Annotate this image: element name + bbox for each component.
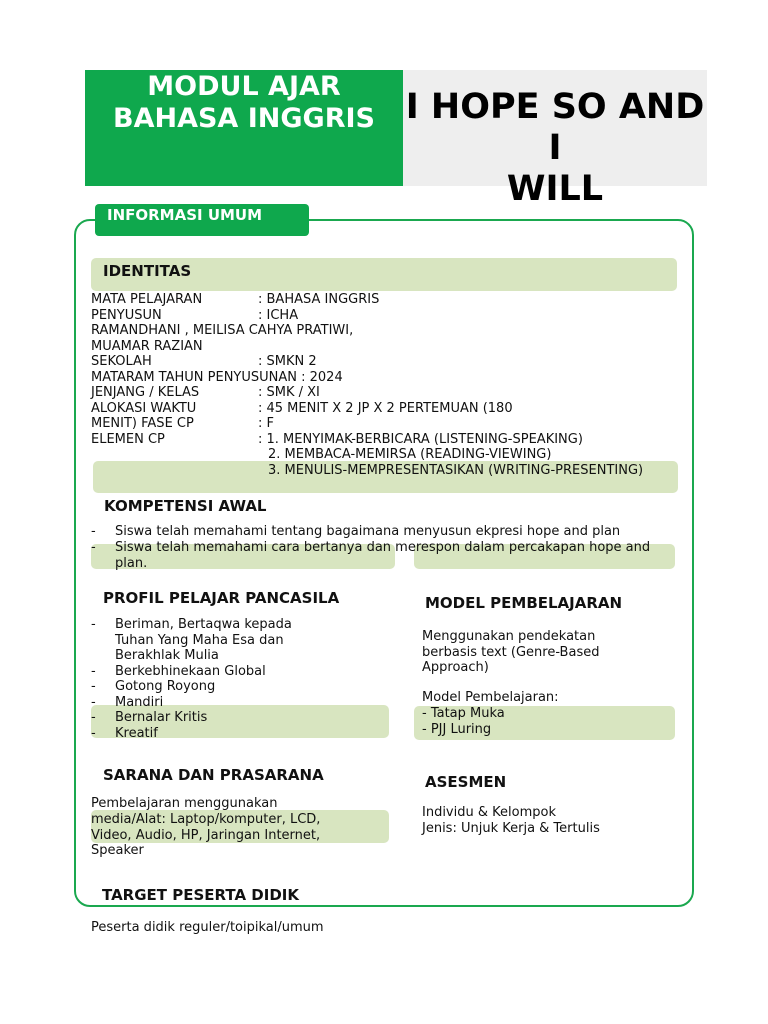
list-item: - Mandiri xyxy=(91,694,164,710)
informasi-umum-tab: INFORMASI UMUM xyxy=(95,204,309,236)
profil-item: Mandiri xyxy=(115,694,164,710)
asesmen-line: Jenis: Unjuk Kerja & Tertulis xyxy=(422,821,600,836)
target-heading: TARGET PESERTA DIDIK xyxy=(102,886,299,904)
identitas-label: MATARAM TAHUN PENYUSUNAN : 2024 xyxy=(91,369,343,385)
identitas-heading: IDENTITAS xyxy=(103,262,192,280)
profil-item: Bernalar Kritis xyxy=(115,710,208,725)
model-desc-line: Menggunakan pendekatan xyxy=(422,629,596,644)
sarana-line: media/Alat: Laptop/komputer, LCD, xyxy=(91,812,321,827)
list-item: - Beriman, Bertaqwa kepada xyxy=(91,617,292,632)
profil-item: Berkebhinekaan Global xyxy=(115,663,266,679)
model-heading: MODEL PEMBELAJARAN xyxy=(425,594,623,612)
identitas-label: ALOKASI WAKTU xyxy=(91,400,197,416)
elemen-item: 3. MENULIS-MEMPRESENTASIKAN (WRITING-PRESENTING) xyxy=(268,462,644,478)
kompetensi-item-cont: plan. xyxy=(115,555,148,571)
model-label: Model Pembelajaran: xyxy=(422,690,559,705)
module-title-block xyxy=(85,70,403,186)
identitas-label: PENYUSUN xyxy=(91,307,162,323)
model-desc-line: Approach) xyxy=(422,660,489,675)
asesmen-heading: ASESMEN xyxy=(425,773,507,791)
elemen-item: 2. MEMBACA-MEMIRSA (READING-VIEWING) xyxy=(268,447,552,462)
model-desc-line: berbasis text (Genre-Based xyxy=(422,644,600,660)
list-item: - Berkebhinekaan Global xyxy=(91,663,266,679)
profil-item: Kreatif xyxy=(115,725,158,741)
profil-item: Gotong Royong xyxy=(115,679,216,694)
identitas-value: : BAHASA INGGRIS xyxy=(258,292,380,307)
identitas-value: : SMK / XI xyxy=(258,385,320,400)
identitas-label: SEKOLAH xyxy=(91,354,152,369)
identitas-value: : F xyxy=(258,416,274,431)
module-title-line2: BAHASA INGGRIS xyxy=(113,103,375,134)
profil-item-cont: Berakhlak Mulia xyxy=(115,648,219,663)
identitas-value: : ICHA xyxy=(258,307,299,323)
list-item: - Gotong Royong xyxy=(91,679,216,694)
identitas-value: : SMKN 2 xyxy=(258,354,317,369)
identitas-label: JENJANG / KELAS xyxy=(91,385,200,400)
list-item: - Bernalar Kritis xyxy=(91,710,208,725)
identitas-label: ELEMEN CP xyxy=(91,431,165,447)
topic-title-block xyxy=(403,70,707,209)
module-title-line1: MODUL AJAR xyxy=(147,71,341,102)
model-item: - PJJ Luring xyxy=(422,721,492,737)
profil-heading: PROFIL PELAJAR PANCASILA xyxy=(103,589,340,607)
identitas-label: MUAMAR RAZIAN xyxy=(91,338,203,354)
identitas-value: : 1. MENYIMAK-BERBICARA (LISTENING-SPEAKING) xyxy=(258,431,583,447)
list-item: - Siswa telah memahami cara bertanya dan merespon dalam percakapan hope and xyxy=(91,540,651,555)
kompetensi-item: Siswa telah memahami cara bertanya dan merespon dalam percakapan hope and xyxy=(115,540,651,555)
identitas-label: MENIT) FASE CP xyxy=(91,416,194,431)
identitas-label: MATA PELAJARAN xyxy=(91,292,203,307)
topic-title-line1: I HOPE SO AND I xyxy=(405,87,705,168)
profil-item: Beriman, Bertaqwa kepada xyxy=(115,617,292,632)
kompetensi-heading: KOMPETENSI AWAL xyxy=(104,497,267,515)
kompetensi-item: Siswa telah memahami tentang bagaimana menyusun ekpresi hope and plan xyxy=(115,524,621,539)
sarana-heading: SARANA DAN PRASARANA xyxy=(103,766,324,784)
identitas-label: RAMANDHANI , MEILISA CAHYA PRATIWI, xyxy=(91,323,354,338)
profil-item-cont: Tuhan Yang Maha Esa dan xyxy=(115,632,284,648)
asesmen-line: Individu & Kelompok xyxy=(422,805,556,820)
target-text: Peserta didik reguler/toipikal/umum xyxy=(91,920,324,935)
list-item: - Siswa telah memahami tentang bagaimana menyusun ekpresi hope and plan xyxy=(91,524,621,539)
sarana-line: Pembelajaran menggunakan xyxy=(91,796,278,811)
sarana-line: Speaker xyxy=(91,843,144,858)
model-item: - Tatap Muka xyxy=(422,706,505,721)
topic-title-line2: WILL xyxy=(506,169,604,209)
list-item: - Kreatif xyxy=(91,725,158,741)
sarana-line: Video, Audio, HP, Jaringan Internet, xyxy=(91,827,321,843)
identitas-value: : 45 MENIT X 2 JP X 2 PERTEMUAN (180 xyxy=(258,400,513,416)
